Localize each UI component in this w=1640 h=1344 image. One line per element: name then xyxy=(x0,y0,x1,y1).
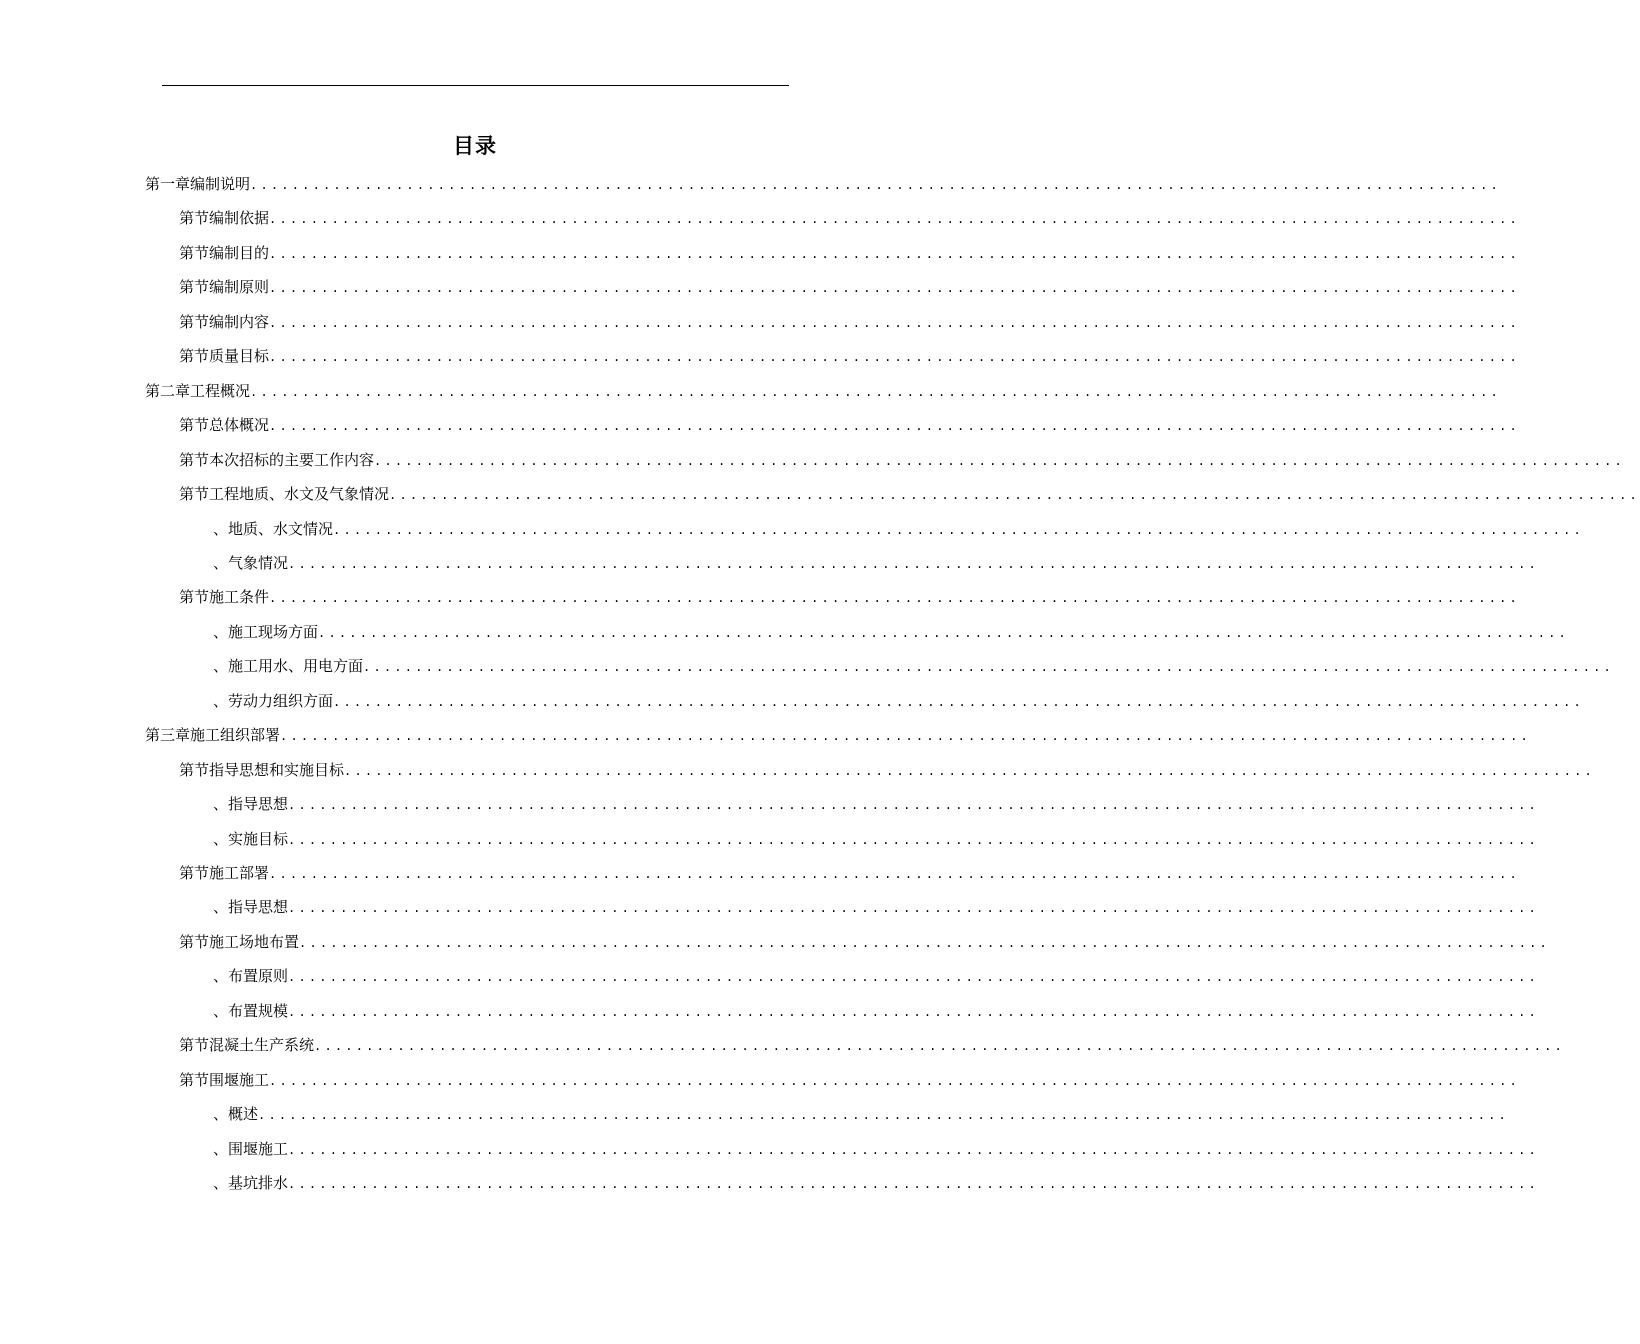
toc-entry-title: 施工用水、用电方面 xyxy=(228,657,364,676)
dot-leader: ........................................................................................................................ xyxy=(269,281,1520,296)
toc-entry-title: 混凝土生产系统 xyxy=(209,1036,315,1055)
toc-entry[interactable] xyxy=(179,311,1520,333)
dot-leader: ........................................................................................................................ xyxy=(269,419,1520,434)
toc-entry-title: 工程概况 xyxy=(190,381,251,400)
toc-entry-title: 指导思想 xyxy=(228,898,289,917)
toc-entry[interactable] xyxy=(213,896,1539,918)
toc-entry[interactable] xyxy=(179,449,1625,471)
toc-entry-title: 施工场地布置 xyxy=(209,932,300,951)
toc-entry[interactable] xyxy=(179,483,1640,505)
dot-leader: ........................................................................................................................ xyxy=(269,1073,1520,1088)
dot-leader: ........................................................................................................................ xyxy=(250,384,1501,399)
toc-entry[interactable] xyxy=(179,931,1550,953)
dot-leader: ........................................................................................................................ xyxy=(269,591,1520,606)
toc-entry[interactable] xyxy=(213,1138,1539,1160)
toc-entry[interactable] xyxy=(179,586,1520,608)
toc-entry-number: 、 xyxy=(213,622,229,641)
toc-entry-title: 编制内容 xyxy=(209,312,270,331)
toc-entry-number: 、 xyxy=(213,1139,229,1158)
dot-leader: ........................................................................................................................ xyxy=(288,798,1539,813)
toc-entry[interactable] xyxy=(179,414,1520,436)
toc-entry-number: 、 xyxy=(213,795,229,814)
toc-entry[interactable] xyxy=(213,621,1569,643)
toc-entry-number: 第节 xyxy=(179,485,210,504)
toc-entry-number: 第节 xyxy=(179,450,210,469)
toc-entry-title: 指导思想和实施目标 xyxy=(209,760,345,779)
toc-entry-title: 编制说明 xyxy=(190,175,251,193)
toc-entry[interactable] xyxy=(179,345,1520,367)
toc-entry-number: 、 xyxy=(213,1174,229,1193)
toc-entry-title: 本次招标的主要工作内容 xyxy=(209,450,375,469)
dot-leader: ........................................................................................................................ xyxy=(258,1108,1509,1123)
dot-leader: ........................................................................................................................ xyxy=(269,212,1520,227)
toc-entry-title: 基坑排水 xyxy=(228,1174,289,1193)
toc-entry-number: 第节 xyxy=(179,588,210,607)
toc-entry-title: 编制原则 xyxy=(209,278,270,297)
toc-entry-number: 第一章 xyxy=(145,175,191,193)
toc-entry-number: 、 xyxy=(213,691,229,710)
toc-entry-number: 第节 xyxy=(179,312,210,331)
toc-entry[interactable] xyxy=(213,655,1614,677)
toc-entry-title: 概述 xyxy=(228,1105,259,1124)
dot-leader: ........................................................................................................................ xyxy=(269,315,1520,330)
toc-entry[interactable] xyxy=(179,759,1595,781)
toc-entry[interactable] xyxy=(145,724,1531,746)
toc-entry-number: 第节 xyxy=(179,347,210,366)
toc-entry[interactable] xyxy=(145,173,1501,195)
toc-entry-title: 工程地质、水文及气象情况 xyxy=(209,485,390,504)
toc-entry-title: 编制目的 xyxy=(209,243,270,262)
dot-leader: ........................................................................................................................ xyxy=(318,625,1569,640)
toc-entry-title: 编制依据 xyxy=(209,209,270,228)
toc-entry-number: 、 xyxy=(213,1001,229,1020)
toc-entry-title: 施工现场方面 xyxy=(228,622,319,641)
toc-entry[interactable] xyxy=(213,1172,1539,1194)
toc-entry-title: 气象情况 xyxy=(228,553,289,572)
toc-entry[interactable] xyxy=(213,1103,1509,1125)
toc-entry-title: 围堰施工 xyxy=(209,1070,270,1089)
toc-entry-number: 第节 xyxy=(179,1070,210,1089)
toc-entry-number: 、 xyxy=(213,967,229,986)
dot-leader: ........................................................................................................................ xyxy=(288,970,1539,985)
dot-leader: ........................................................................................................................ xyxy=(280,729,1531,744)
dot-leader: ........................................................................................................................ xyxy=(333,522,1584,537)
dot-leader: ........................................................................................................................ xyxy=(250,178,1501,192)
toc-entry-number: 、 xyxy=(213,829,229,848)
dot-leader: ........................................................................................................................ xyxy=(288,1142,1539,1157)
dot-leader: ........................................................................................................................ xyxy=(299,935,1550,950)
dot-leader: ........................................................................................................................ xyxy=(374,453,1625,468)
dot-leader: ........................................................................................................................ xyxy=(288,1004,1539,1019)
dot-leader: ........................................................................................................................ xyxy=(269,246,1520,261)
toc-entry-number: 第节 xyxy=(179,416,210,435)
dot-leader: ........................................................................................................................ xyxy=(269,350,1520,365)
toc-entry[interactable] xyxy=(213,793,1539,815)
dot-leader: ........................................................................................................................ xyxy=(333,694,1584,709)
toc-entry[interactable] xyxy=(213,690,1584,712)
toc-entry-title: 施工部署 xyxy=(209,864,270,882)
toc-entry-title: 布置原则 xyxy=(228,967,289,986)
toc-entry[interactable] xyxy=(213,518,1584,540)
toc-entry[interactable] xyxy=(213,828,1539,850)
toc-entry-title: 指导思想 xyxy=(228,795,289,814)
toc-entry-title: 布置规模 xyxy=(228,1001,289,1020)
toc-entry-number: 第节 xyxy=(179,209,210,228)
toc-entry[interactable] xyxy=(179,862,1520,884)
toc-entry[interactable] xyxy=(179,242,1520,264)
toc-entry-title: 地质、水文情况 xyxy=(228,519,334,538)
toc-entry[interactable] xyxy=(145,380,1501,402)
toc-entry-number: 第节 xyxy=(179,278,210,297)
dot-leader: ........................................................................................................................ xyxy=(288,1177,1539,1192)
toc-entry-number: 第节 xyxy=(179,243,210,262)
toc-entry-number: 第节 xyxy=(179,1036,210,1055)
toc-entry-title: 围堰施工 xyxy=(228,1139,289,1158)
toc-entry[interactable] xyxy=(179,276,1520,298)
toc-entry[interactable] xyxy=(179,1034,1565,1056)
toc-entry-number: 、 xyxy=(213,898,229,917)
dot-leader: ........................................................................................................................ xyxy=(288,556,1539,571)
dot-leader: ........................................................................................................................ xyxy=(288,901,1539,916)
toc-entry-title: 实施目标 xyxy=(228,829,289,848)
header-rule xyxy=(162,85,789,86)
toc-entry-number: 第节 xyxy=(179,864,210,882)
toc-entry-number: 第节 xyxy=(179,932,210,951)
page-title: 目录 xyxy=(453,134,497,158)
toc-entry-number: 第三章 xyxy=(145,726,191,745)
toc-entry[interactable] xyxy=(179,207,1520,229)
dot-leader: ........................................................................................................................ xyxy=(269,867,1520,881)
toc-entry-title: 施工条件 xyxy=(209,588,270,607)
toc-entry[interactable] xyxy=(179,1069,1520,1091)
toc-entry[interactable] xyxy=(213,552,1539,574)
toc-entry[interactable] xyxy=(213,965,1539,987)
dot-leader: ........................................................................................................................ xyxy=(344,763,1595,778)
toc-entry-number: 、 xyxy=(213,519,229,538)
dot-leader: ........................................................................................................................ xyxy=(314,1039,1565,1054)
toc-entry[interactable] xyxy=(213,1000,1539,1022)
toc-entry-number: 、 xyxy=(213,657,229,676)
toc-entry-number: 第节 xyxy=(179,760,210,779)
toc-entry-title: 施工组织部署 xyxy=(190,726,281,745)
toc-entry-title: 劳动力组织方面 xyxy=(228,691,334,710)
toc-entry-number: 、 xyxy=(213,553,229,572)
dot-leader: ........................................................................................................................ xyxy=(288,832,1539,847)
toc-entry-number: 、 xyxy=(213,1105,229,1124)
dot-leader: ........................................................................................................................ xyxy=(389,488,1640,503)
toc-entry-number: 第二章 xyxy=(145,381,191,400)
toc-entry-title: 质量目标 xyxy=(209,347,270,366)
toc-entry-title: 总体概况 xyxy=(209,416,270,435)
dot-leader: ........................................................................................................................ xyxy=(363,660,1614,675)
